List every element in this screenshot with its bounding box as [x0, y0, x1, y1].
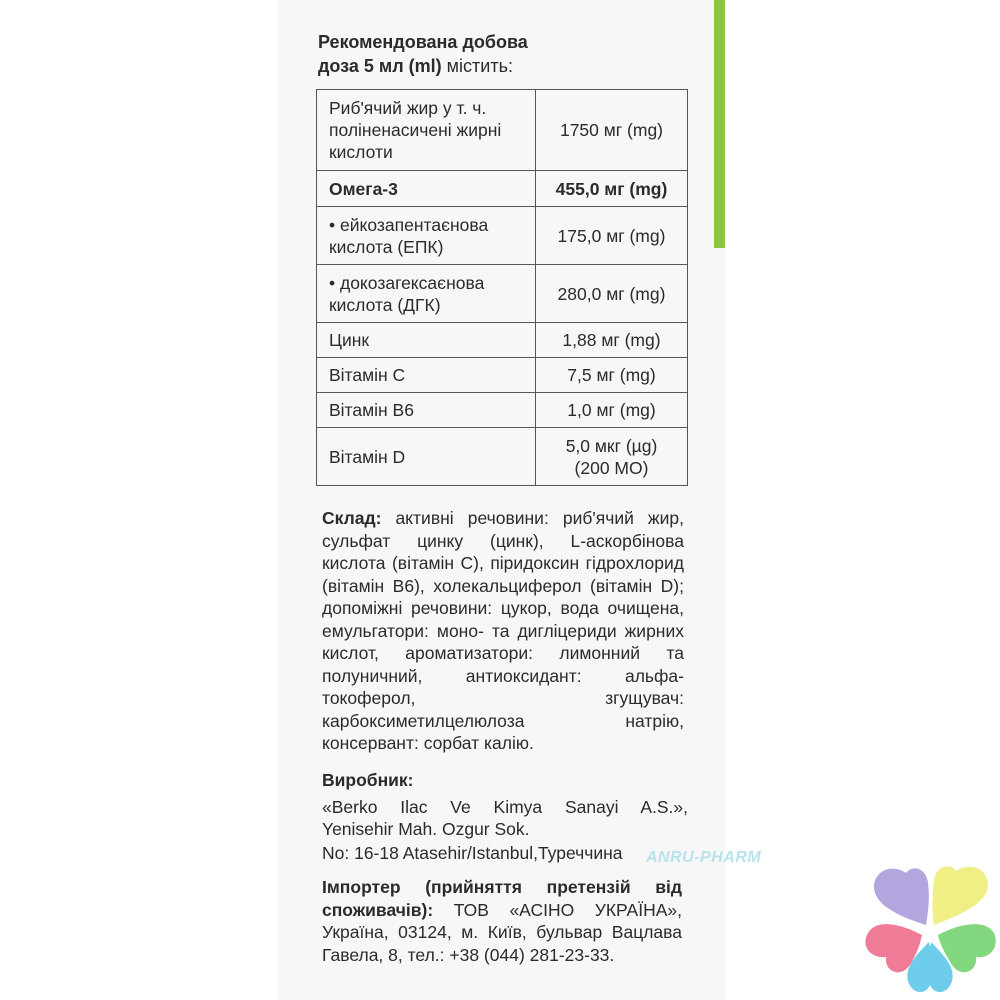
heading-dose: доза 5 мл (ml): [318, 56, 442, 76]
composition-paragraph: [322, 507, 684, 755]
right-background: [725, 0, 1000, 1000]
table-row: [317, 171, 688, 207]
importer-text: ТОВ «АСІНО УКРАЇНА», Україна, 03124, м. Київ, бульвар Вацлава Гавела, 8, тел.: +38 (044) 281-23-33.: [322, 899, 682, 965]
left-background: [0, 0, 278, 1000]
dose-heading: [318, 30, 678, 78]
manufacturer-address-line2: No: 16-18 Atasehir/Istanbul,Туреччина: [322, 843, 623, 863]
nutrient-name: Цинк: [317, 323, 536, 358]
nutrient-name: Омега-3: [317, 171, 536, 207]
nutrient-name: Риб'ячий жир у т. ч. поліненасичені жирні кислоти: [317, 90, 536, 171]
nutrient-value: 1,0 мг (mg): [536, 393, 688, 428]
importer-label: Імпортер (прийняття претензій від споживачів):: [322, 877, 682, 920]
green-accent-strip: [714, 0, 725, 248]
nutrient-name: Вітамін D: [317, 428, 536, 486]
table-row: [317, 207, 688, 265]
nutrient-value: 455,0 мг (mg): [536, 171, 688, 207]
heading-contains: містить:: [441, 56, 513, 76]
importer-paragraph: [322, 876, 682, 966]
nutrient-value: 1750 мг (mg): [536, 90, 688, 171]
pharmacy-flower-logo: [860, 855, 1000, 1000]
table-row: [317, 90, 688, 171]
table-row: [317, 358, 688, 393]
nutrient-value: 5,0 мкг (µg) (200 МО): [536, 428, 688, 486]
nutrition-table: [316, 89, 688, 486]
nutrient-value: 7,5 мг (mg): [536, 358, 688, 393]
composition-label: Склад:: [322, 508, 382, 528]
nutrient-name: Вітамін С: [317, 358, 536, 393]
nutrient-name: • докозагексаєнова кислота (ДГК): [317, 265, 536, 323]
table-row: [317, 265, 688, 323]
heading-line1: Рекомендована добова: [318, 32, 528, 52]
manufacturer-address-line1: Yenisehir Mah. Ozgur Sok.: [322, 819, 530, 839]
manufacturer-name: «Berko Ilac Ve Kimya Sanayi A.S.»,: [322, 797, 688, 817]
nutrient-value: 175,0 мг (mg): [536, 207, 688, 265]
composition-text: активні речовини: риб'ячий жир, сульфат цинку (цинк), L-аскорбінова кислота (вітамін С), піридоксин гідрохлорид (вітамін В6), холекальциферол (вітамін D); допоміжні речовини: цукор, вода очищена, емульгатори: моно- та дигліцериди жирних кислот, ароматизатори: лимонний та полуничний, антиоксидант: альфа-токоферол, згущувач: карбоксиметилцелюлоза натрію, консервант: сорбат калію.: [322, 508, 684, 753]
table-row: [317, 323, 688, 358]
heart-petal-purple: [874, 868, 929, 925]
heart-petal-yellow: [933, 866, 989, 925]
nutrient-name: Вітамін В6: [317, 393, 536, 428]
watermark-text: ANRU-PHARM: [646, 849, 762, 866]
nutrient-name: • ейкозапентаєнова кислота (ЕПК): [317, 207, 536, 265]
manufacturer-label: Виробник:: [322, 770, 414, 790]
table-row: [317, 428, 688, 486]
nutrient-value: 1,88 мг (mg): [536, 323, 688, 358]
table-row: [317, 393, 688, 428]
nutrient-value: 280,0 мг (mg): [536, 265, 688, 323]
